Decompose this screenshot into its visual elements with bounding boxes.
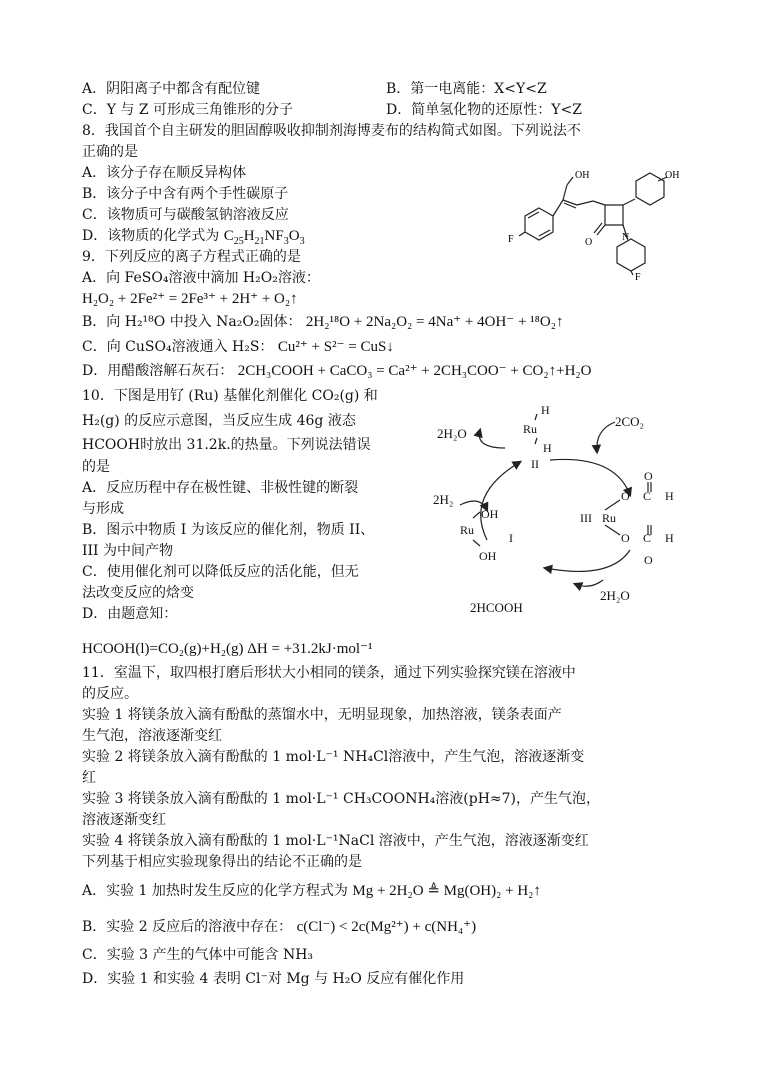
q10-option-b-line1: B．图示中物质 I 为该反应的催化剂，物质 II、 <box>82 522 375 538</box>
ru-i-label: Ru <box>460 523 475 537</box>
q11-equation-b: c(Cl⁻) < 2c(Mg²⁺) + c(NH₄⁺) <box>296 919 477 935</box>
q11-equation-a: Mg + 2H₂O ≜ Mg(OH)₂ + H₂↑ <box>352 883 541 899</box>
q8-structure-diagram <box>505 165 705 280</box>
oh-label: OH <box>575 170 590 181</box>
n-label: N <box>622 232 630 243</box>
intermediate-ii-label: II <box>531 457 539 471</box>
q10-stem-line1: 10．下图是用钌 (Ru) 基催化剂催化 CO₂(g) 和 <box>82 388 378 404</box>
h-label: H <box>665 489 674 503</box>
q7-option-d: D．简单氢化物的还原性：Y<Z <box>386 102 582 118</box>
q8-stem-line2: 正确的是 <box>82 144 138 160</box>
q11-option-b: B．实验 2 反应后的溶液中存在： c(Cl⁻) < 2c(Mg²⁺) + c(NH₄⁺) <box>82 919 477 935</box>
o-label: O <box>644 469 653 483</box>
q11-stem-line2: 的反应。 <box>82 686 138 702</box>
q11-experiment-1-line1: 实验 1 将镁条放入滴有酚酞的蒸馏水中，无明显现象，加热溶液，镁条表面产 <box>82 707 562 723</box>
q10-option-c-line1: C．使用催化剂可以降低反应的活化能，但无 <box>82 564 359 580</box>
q10-stem-line3: HCOOH时放出 31.2k.的热量。下列说法错误 <box>82 437 371 453</box>
oh-label: OH <box>481 507 499 521</box>
q11-experiment-4: 实验 4 将镁条放入滴有酚酞的 1 mol·L⁻¹NaCl 溶液中，产生气泡，溶液逐渐变红 <box>82 833 589 849</box>
q9-equation-b: 2H₂¹⁸O + 2Na₂O₂ = 4Na⁺ + 4OH⁻ + ¹⁸O₂↑ <box>305 314 564 330</box>
q10-option-a-line2: 与形成 <box>82 501 124 517</box>
f-label: F <box>635 272 641 280</box>
co2-label: 2CO₂ <box>615 414 645 429</box>
q11-experiment-1-line2: 生气泡，溶液逐渐变红 <box>82 728 222 744</box>
ru-iii-label: Ru <box>602 511 617 525</box>
h2o-top-label: 2H₂O <box>437 426 467 441</box>
o-label: O <box>644 553 653 567</box>
oh-label: OH <box>479 549 497 563</box>
q11-option-d: D．实验 1 和实验 4 表明 Cl⁻对 Mg 与 H₂O 反应有催化作用 <box>82 971 465 987</box>
q10-option-c-line2: 法改变反应的焓变 <box>82 585 194 601</box>
q11-experiment-2-line1: 实验 2 将镁条放入滴有酚酞的 1 mol·L⁻¹ NH₄Cl溶液中，产生气泡，溶液逐渐变 <box>82 749 585 765</box>
q11-experiment-2-line2: 红 <box>82 770 96 786</box>
q9-option-b: B．向 H₂¹⁸O 中投入 Na₂O₂固体： 2H₂¹⁸O + 2Na₂O₂ = 4Na⁺ + 4OH⁻ + ¹⁸O₂↑ <box>82 314 564 330</box>
q7-option-b: B．第一电离能：X<Y<Z <box>386 81 547 97</box>
h2o-bottom-label: 2H₂O <box>600 588 630 603</box>
catalyst-i-label: I <box>509 531 513 545</box>
q8-option-b: B．该分子中含有两个手性碳原子 <box>82 186 289 202</box>
q9-option-a: A．向 FeSO₄溶液中滴加 H₂O₂溶液： <box>82 270 320 286</box>
h-label: H <box>543 441 552 455</box>
q11-option-a: A．实验 1 加热时发生反应的化学方程式为 Mg + 2H₂O ≜ Mg(OH)₂ + H₂↑ <box>82 883 541 899</box>
q10-catalytic-cycle-diagram <box>425 400 695 620</box>
c-label: C <box>643 489 652 503</box>
q11-stem-line1: 11．室温下，取四根打磨后形状大小相同的镁条，通过下列实验探究镁在溶液中 <box>82 665 576 681</box>
q7-option-c: C．Y 与 Z 可形成三角锥形的分子 <box>82 102 294 118</box>
q9-stem: 9．下列反应的离子方程式正确的是 <box>82 249 301 265</box>
q10-equation-d: HCOOH(l)=CO₂(g)+H₂(g) ΔH = +31.2kJ·mol⁻¹ <box>82 641 373 657</box>
q11-experiment-3-line1: 实验 3 将镁条放入滴有酚酞的 1 mol·L⁻¹ CH₃COONH₄溶液(pH≈7)，产生气泡， <box>82 791 600 807</box>
q8-formula: $C_{25}H_{21}NF_3O_3$ <box>223 228 305 247</box>
q10-option-d: D．由题意知： <box>82 606 178 622</box>
hcooh-label: 2HCOOH <box>470 600 523 615</box>
q8-stem-line1: 8．我国首个自主研发的胆固醇吸收抑制剂海博麦布的结构简式如图。下列说法不 <box>82 123 581 139</box>
h-label: H <box>665 531 674 545</box>
q8-option-a: A．该分子存在顺反异构体 <box>82 165 247 181</box>
q10-stem-line4: 的是 <box>82 459 110 475</box>
q10-option-a-line1: A．反应历程中存在极性键、非极性键的断裂 <box>82 480 359 496</box>
q7-option-a: A．阴阳离子中都含有配位键 <box>82 81 261 97</box>
ru-ii-label: Ru <box>523 422 538 436</box>
q10-option-b-line2: III 为中间产物 <box>82 543 174 559</box>
q10-stem-line2: H₂(g) 的反应示意图，当反应生成 46g 液态 <box>82 413 356 429</box>
h-label: H <box>541 403 550 417</box>
o-label: O <box>585 237 593 248</box>
q9-equation-d: 2CH₃COOH + CaCO₃ = Ca²⁺ + 2CH₃COO⁻ + CO₂↑+H₂O <box>237 363 592 379</box>
oh-label: OH <box>665 170 680 181</box>
q9-equation-c: Cu²⁺ + S²⁻ = CuS↓ <box>277 339 394 355</box>
q11-experiment-3-line2: 溶液逐渐变红 <box>82 812 166 828</box>
h2-label: 2H₂ <box>433 492 454 507</box>
o-label: O <box>621 489 630 503</box>
q9-equation-a: H₂O₂ + 2Fe²⁺ = 2Fe³⁺ + 2H⁺ + O₂↑ <box>82 291 298 307</box>
o-label: O <box>621 531 630 545</box>
q8-option-c: C．该物质可与碳酸氢钠溶液反应 <box>82 207 289 223</box>
q9-option-d: D．用醋酸溶解石灰石： 2CH₃COOH + CaCO₃ = Ca²⁺ + 2CH₃COO⁻ + CO₂↑+H₂O <box>82 363 592 379</box>
f-label: F <box>508 234 514 245</box>
q11-question: 下列基于相应实验现象得出的结论不正确的是 <box>82 854 362 870</box>
q11-option-c: C．实验 3 产生的气体中可能含 NH₃ <box>82 947 314 963</box>
q8-option-d: D．该物质的化学式为 $C_{25}H_{21}NF_3O_3$ <box>82 228 305 247</box>
intermediate-iii-label: III <box>580 511 592 525</box>
q9-option-c: C．向 CuSO₄溶液通入 H₂S： Cu²⁺ + S²⁻ = CuS↓ <box>82 339 394 355</box>
c-label: C <box>643 531 652 545</box>
